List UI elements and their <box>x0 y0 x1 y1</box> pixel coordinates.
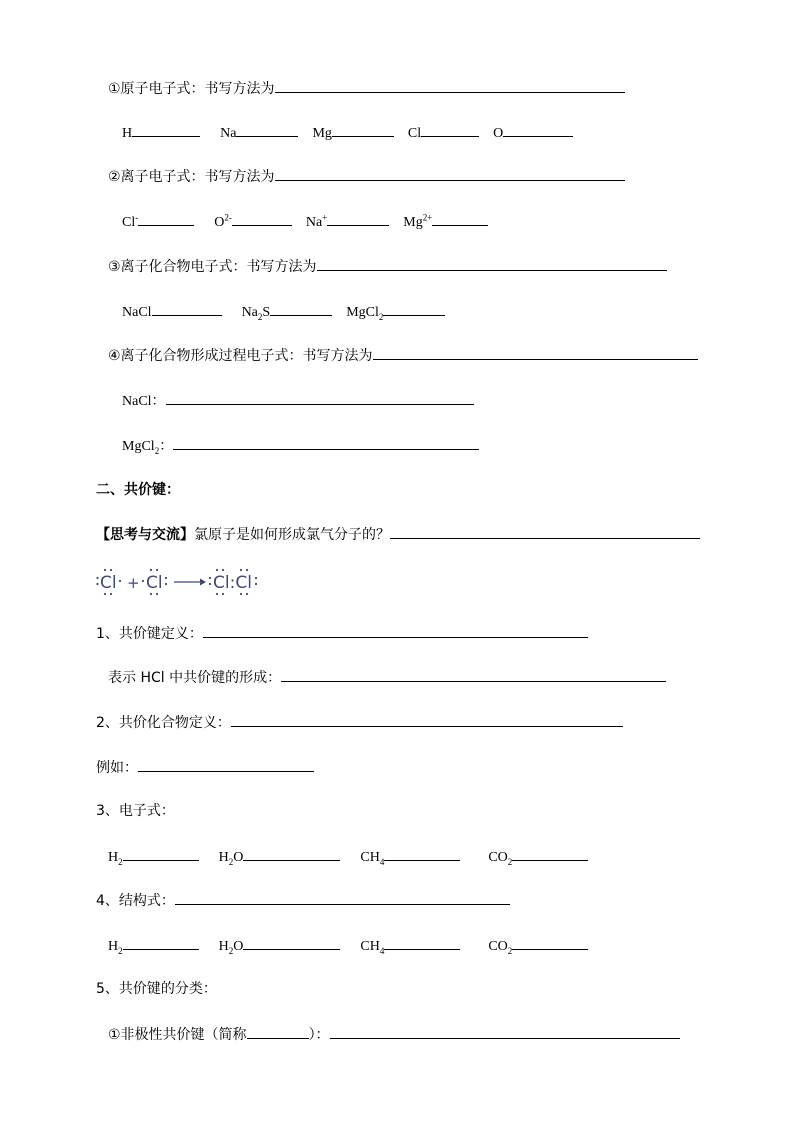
ef-h2o-blank[interactable] <box>243 846 340 861</box>
ioncomp-mgcl2-blank[interactable] <box>383 301 445 316</box>
ef-co2-sub: 2 <box>507 856 513 867</box>
process-heading-line <box>108 345 698 365</box>
ion-heading-line <box>108 166 625 186</box>
def1-label: 1、共价键定义： <box>96 626 203 642</box>
nonpolar-abbr-blank[interactable] <box>247 1024 309 1039</box>
ioncomp-mgcl2-sub: 2 <box>378 311 384 322</box>
ion-cl-charge: - <box>135 212 139 223</box>
ion-na-blank[interactable] <box>327 211 389 226</box>
sf-h2o-a: H <box>218 939 229 954</box>
ef-h2-sub: 2 <box>118 856 123 867</box>
ion-na: Na <box>305 215 323 230</box>
process-heading: ④离子化合物形成过程电子式：书写方法为 <box>108 348 373 364</box>
e-formula-label: 3、电子式： <box>96 803 175 819</box>
section-title-covalent: 二、共价键： <box>96 482 180 498</box>
ion-items-line <box>122 211 488 231</box>
think-blank[interactable] <box>390 524 700 539</box>
ion-na-charge: + <box>322 212 328 223</box>
think-bracket: 【思考与交流】 <box>96 527 194 543</box>
ioncomp-na2s-sub: 2 <box>257 311 263 322</box>
atom-method-blank[interactable] <box>275 78 625 93</box>
atom-o-blank[interactable] <box>503 122 573 137</box>
ef-h2o-a: H <box>218 850 229 865</box>
ef-ch4-blank[interactable] <box>384 846 460 861</box>
ef-ch4-sub: 4 <box>379 856 385 867</box>
ioncomp-items-line <box>122 301 445 321</box>
nonpolar-blank[interactable] <box>330 1024 680 1039</box>
sf-co2-sub: 2 <box>507 945 513 956</box>
ioncomp-heading-line <box>108 256 667 276</box>
atom-h: H <box>122 126 133 141</box>
ioncomp-na2s-blank[interactable] <box>270 301 332 316</box>
ion-method-blank[interactable] <box>275 166 625 181</box>
sf-h2-a: H <box>108 939 119 954</box>
ioncomp-na2s-b: S <box>262 305 271 320</box>
process-mgcl2-blank[interactable] <box>173 435 479 450</box>
ioncomp-method-blank[interactable] <box>317 256 667 271</box>
struct-line <box>96 890 510 910</box>
ion-mg-charge: 2+ <box>422 212 433 223</box>
ion-cl-blank[interactable] <box>138 211 194 226</box>
ef-h2o-b: O <box>233 850 244 865</box>
ioncomp-na2s-a: Na <box>241 305 258 320</box>
example-label: 例如： <box>96 760 138 776</box>
ef-h2-a: H <box>108 850 119 865</box>
struct-blank[interactable] <box>175 890 510 905</box>
atom-h-blank[interactable] <box>132 122 200 137</box>
atom-mg: Mg <box>312 126 332 141</box>
ioncomp-heading: ③离子化合物电子式：书写方法为 <box>108 259 317 275</box>
classify-label: 5、共价键的分类： <box>96 981 217 997</box>
ef-co2-blank[interactable] <box>512 846 588 861</box>
ioncomp-mgcl2-a: MgCl <box>346 305 379 320</box>
sf-ch4-sub: 4 <box>379 945 385 956</box>
diagram-plus: + <box>127 574 140 592</box>
atom-cl-blank[interactable] <box>421 122 479 137</box>
struct-items <box>108 935 588 955</box>
ef-h2o-sub: 2 <box>228 856 234 867</box>
def2-line <box>96 712 623 732</box>
ion-mg: Mg <box>403 215 423 230</box>
diagram-left-cl: Cl <box>100 573 117 593</box>
sf-h2o-blank[interactable] <box>243 935 340 950</box>
atom-mg-blank[interactable] <box>332 122 394 137</box>
def1-blank[interactable] <box>203 623 588 638</box>
ion-o-blank[interactable] <box>232 211 292 226</box>
atom-cl: Cl <box>407 126 422 141</box>
nonpolar-label: ①非极性共价键（简称 <box>108 1027 247 1043</box>
process-method-blank[interactable] <box>373 345 698 360</box>
sf-h2-blank[interactable] <box>123 935 199 950</box>
diagram-arrow <box>174 579 206 586</box>
struct-label: 4、结构式： <box>96 893 175 909</box>
ef-h2-blank[interactable] <box>123 846 199 861</box>
diagram-right-cl: Cl <box>146 573 163 593</box>
sf-h2o-sub: 2 <box>228 945 234 956</box>
atom-o: O <box>493 126 504 141</box>
atom-heading: ①原子电子式：书写方法为 <box>108 81 275 97</box>
process-mgcl2-b: ： <box>159 439 174 454</box>
chlorine-formation-diagram <box>96 566 266 598</box>
process-mgcl2-line <box>122 435 479 455</box>
example-blank[interactable] <box>138 757 314 772</box>
sf-co2-a: CO <box>488 939 508 954</box>
hcl-blank[interactable] <box>281 667 666 682</box>
diagram-product: Cl:Cl <box>213 573 252 593</box>
nonpolar-close: ）： <box>308 1027 330 1043</box>
process-nacl-line <box>122 390 474 410</box>
atom-na-blank[interactable] <box>236 122 298 137</box>
sf-ch4-blank[interactable] <box>384 935 460 950</box>
hcl-label: 表示 HCl 中共价键的形成： <box>108 670 282 686</box>
sf-ch4-a: CH <box>360 939 380 954</box>
ion-mg-blank[interactable] <box>432 211 488 226</box>
sf-h2-sub: 2 <box>118 945 123 956</box>
atom-items-line <box>122 122 573 142</box>
ion-o: O <box>214 215 225 230</box>
process-mgcl2-sub: 2 <box>154 445 160 456</box>
ion-heading: ②离子电子式：书写方法为 <box>108 169 275 185</box>
ion-cl: Cl <box>122 215 136 230</box>
sf-co2-blank[interactable] <box>512 935 588 950</box>
hcl-line <box>108 667 666 687</box>
ioncomp-nacl: NaCl <box>122 305 152 320</box>
def2-label: 2、共价化合物定义： <box>96 715 231 731</box>
ef-ch4-a: CH <box>360 850 380 865</box>
think-question: 氯原子是如何形成氯气分子的？ <box>194 527 390 543</box>
nonpolar-line <box>108 1024 680 1044</box>
process-nacl-blank[interactable] <box>166 390 474 405</box>
ef-co2-a: CO <box>488 850 508 865</box>
ioncomp-nacl-blank[interactable] <box>152 301 222 316</box>
process-nacl: NaCl： <box>122 394 166 409</box>
atom-heading-line <box>108 78 625 98</box>
def2-blank[interactable] <box>231 712 623 727</box>
process-mgcl2-a: MgCl <box>122 439 155 454</box>
sf-h2o-b: O <box>233 939 244 954</box>
example-line <box>96 757 314 777</box>
def1-line <box>96 623 588 643</box>
think-line <box>96 524 700 544</box>
ion-o-charge: 2- <box>224 212 232 223</box>
atom-na: Na <box>220 126 237 141</box>
e-formula-items <box>108 846 588 866</box>
